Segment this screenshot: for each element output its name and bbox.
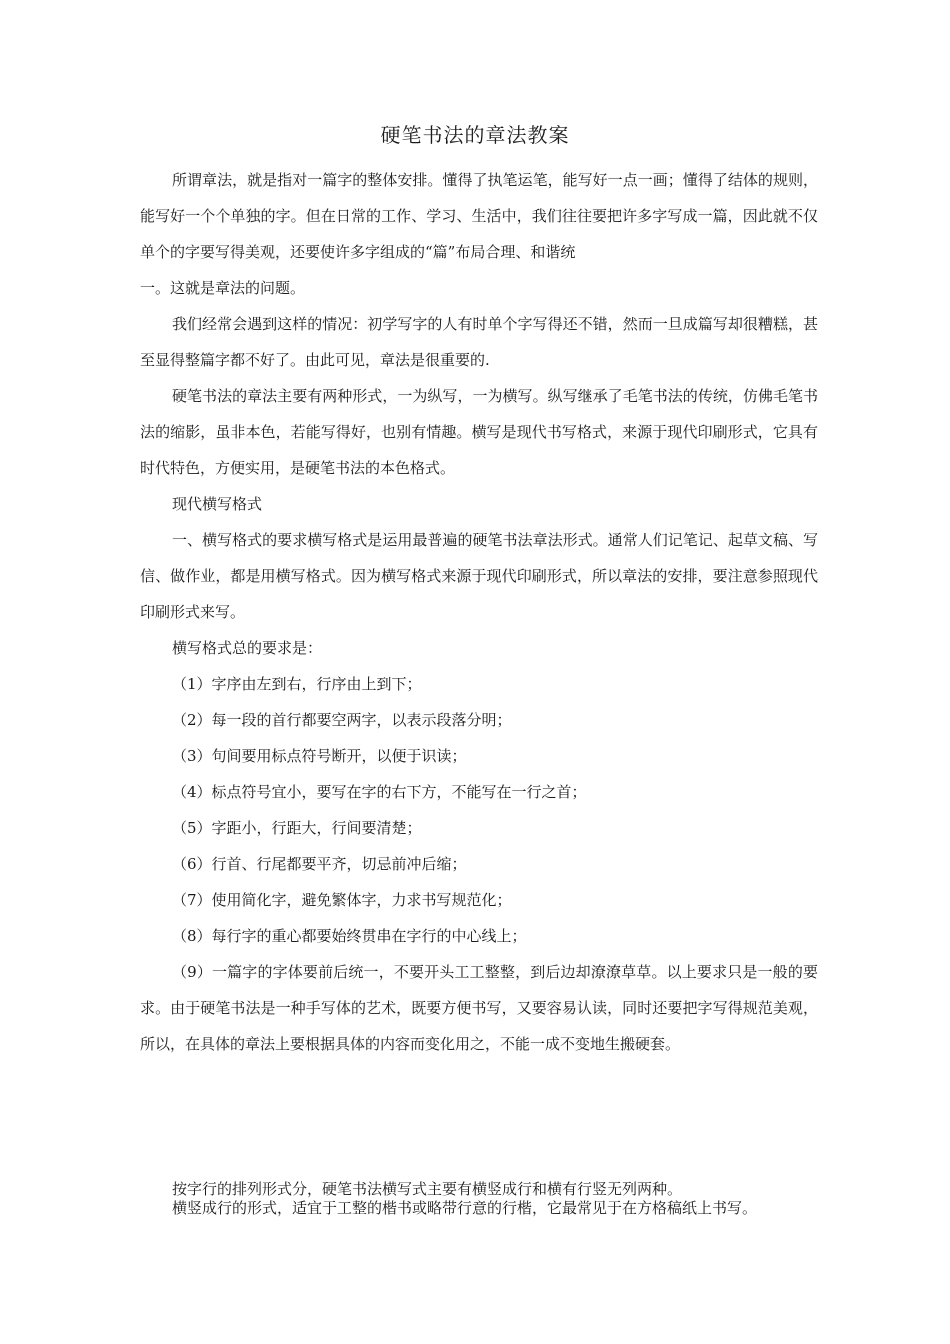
list-item-3: （3）句间要用标点符号断开，以便于识读； <box>172 747 467 765</box>
paragraph-grid-form: 横竖成行的形式，适宜于工整的楷书或略带行意的行楷，它最常见于在方格稿纸上书写。 <box>172 1199 758 1217</box>
list-item-9: （9）一篇字的字体要前后统一，不要开头工工整整，到后边却潦潦草草。以上要求只是一般的要求。由于硬笔书法是一种手写体的艺术，既要方便书写，又要容易认读，同时还要把字写得规范美观，所以，在具体的章法上要根据具体的内容而变化用之，不能一成不变地生搬硬套。 <box>140 963 818 1053</box>
document-title: 硬笔书法的章法教案 <box>380 123 570 147</box>
paragraph-situation: 我们经常会遇到这样的情况：初学写字的人有时单个字写得还不错，然而一旦成篇写却很糟糕，甚至显得整篇字都不好了。由此可见，章法是很重要的. <box>140 315 818 369</box>
list-item-6: （6）行首、行尾都要平齐，切忌前冲后缩； <box>172 855 467 873</box>
section-heading-modern-horizontal: 现代横写格式 <box>172 495 263 513</box>
paragraph-intro: 所谓章法，就是指对一篇字的整体安排。懂得了执笔运笔，能写好一点一画；懂得了结体的规则，能写好一个个单独的字。但在日常的工作、学习、生活中，我们往往要把许多字写成一篇，因此就不仅单个的字要写得美观，还要使许多字组成的“篇”布局合理、和谐统 <box>140 171 818 261</box>
document-closing <box>140 1180 818 1218</box>
paragraph-intro-continued: 一。这就是章法的问题。 <box>140 279 306 297</box>
list-item-7: （7）使用简化字，避免繁体字，力求书写规范化； <box>172 891 512 909</box>
list-item-5: （5）字距小，行距大，行间要清楚； <box>172 819 422 837</box>
list-item-8: （8）每行字的重心都要始终贯串在字行的中心线上； <box>172 927 527 945</box>
document-body <box>140 162 818 1062</box>
list-item-1: （1）字序由左到右，行序由上到下； <box>172 675 422 693</box>
paragraph-general-requirements-intro: 横写格式总的要求是： <box>172 639 323 657</box>
paragraph-arrangement-forms: 按字行的排列形式分，硬笔书法横写式主要有横竖成行和横有行竖无列两种。 <box>172 1180 683 1198</box>
paragraph-horizontal-requirements: 一、横写格式的要求横写格式是运用最普遍的硬笔书法章法形式。通常人们记笔记、起草文稿、写信、做作业，都是用横写格式。因为横写格式来源于现代印刷形式，所以章法的安排，要注意参照现代印刷形式来写。 <box>140 531 818 621</box>
paragraph-forms: 硬笔书法的章法主要有两种形式，一为纵写，一为横写。纵写继承了毛笔书法的传统，仿佛毛笔书法的缩影，虽非本色，若能写得好，也别有情趣。横写是现代书写格式，来源于现代印刷形式，它具有时代特色，方便实用，是硬笔书法的本色格式。 <box>140 387 818 477</box>
list-item-2: （2）每一段的首行都要空两字，以表示段落分明； <box>172 711 512 729</box>
list-item-4: （4）标点符号宜小，要写在字的右下方，不能写在一行之首； <box>172 783 587 801</box>
